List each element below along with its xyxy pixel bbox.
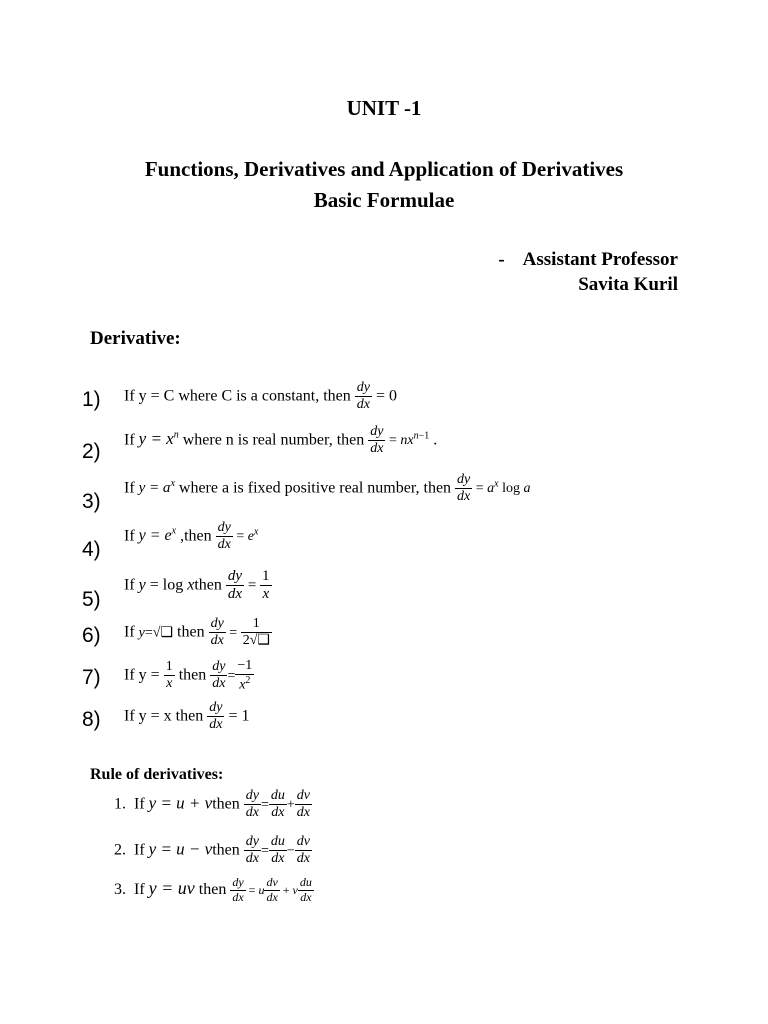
dy-dx-fraction: $\frac{dy}{dx}$ (210, 616, 224, 649)
math-expr: = (260, 797, 269, 813)
math-expr: y=√❑ (138, 625, 174, 641)
formula-rhs: = 0 (375, 387, 397, 405)
dv-dx-fraction: $\frac{dv}{dx}$ (266, 875, 278, 904)
formula-text: then (212, 795, 240, 813)
formula-3 (124, 472, 531, 505)
math-expr: = u (245, 882, 265, 897)
dv-dx-fraction: $\frac{dv}{dx}$ (296, 788, 310, 821)
formula-tail: . (433, 431, 438, 449)
formula-1 (124, 380, 397, 413)
math-expr: $y = x^n$ (138, 429, 179, 449)
item-number: 7) (82, 666, 101, 689)
item-number: 1) (82, 388, 101, 411)
author-role (498, 249, 678, 271)
rule-number: 3. (114, 880, 126, 898)
math-expr: + v (279, 882, 298, 897)
formula-6 (124, 616, 272, 649)
formula-text: If y = C where C is a constant, then (124, 387, 351, 405)
page-title: Functions, Derivatives and Application of Derivatives (144, 157, 624, 181)
formula-text: If (124, 527, 135, 545)
math-expr: + (286, 797, 295, 813)
rule-number: 2. (114, 841, 126, 859)
formula-text: then (198, 880, 227, 898)
formula-text: If (134, 841, 145, 859)
item-number: 4) (82, 538, 101, 561)
formula-text: If y = x then (124, 707, 204, 725)
item-number: 8) (82, 708, 101, 731)
dy-dx-fraction: $\frac{dy}{dx}$ (245, 788, 259, 821)
math-expr: = $a^x$ log a (472, 478, 531, 497)
math-expr: = $e^x$ (232, 526, 259, 545)
dy-dx-fraction: $\frac{dy}{dx}$ (245, 834, 259, 867)
dy-dx-fraction: $\frac{dy}{dx}$ (232, 875, 244, 904)
math-expr: $y = e^x$ (138, 525, 177, 545)
math-expr: y = uv (148, 877, 195, 898)
formula-5 (124, 568, 272, 604)
dy-dx-fraction: $\frac{dy}{dx}$ (370, 424, 384, 457)
rule-number: 1. (114, 795, 126, 813)
formula-text: then (178, 666, 207, 684)
dy-dx-fraction: $\frac{dy}{dx}$ (227, 568, 243, 603)
rule-1 (114, 788, 312, 821)
rule-2 (114, 834, 312, 867)
formula-4 (124, 520, 258, 553)
math-expr: = (227, 668, 236, 684)
one-over-x-fraction: $\frac{1}{x}$ (262, 568, 270, 603)
formula-8 (124, 700, 249, 733)
math-expr: = (225, 625, 241, 641)
formula-text: If (134, 795, 145, 813)
dy-dx-fraction: $\frac{dy}{dx}$ (356, 380, 370, 413)
formula-rhs: = 1 (228, 707, 250, 725)
minus-one-over-x2-fraction: $\frac{-1}{x^2}$ (237, 658, 253, 693)
formula-text: where n is real number, then (182, 431, 365, 449)
math-expr: y = u − v (148, 839, 213, 859)
formula-text: ,then (180, 527, 212, 545)
item-number: 2) (82, 440, 101, 463)
math-expr: y = u + v (148, 793, 213, 813)
dy-dx-fraction: $\frac{dy}{dx}$ (209, 700, 223, 733)
math-expr: = (244, 577, 261, 594)
unit-title: UNIT -1 (346, 96, 422, 120)
dy-dx-fraction: $\frac{dy}{dx}$ (212, 659, 226, 692)
page-subtitle: Basic Formulae (313, 188, 455, 212)
formula-text: If y = (124, 666, 160, 684)
author-name: Savita Kuril (578, 274, 678, 295)
math-expr: $y = a^x$ (138, 478, 175, 497)
derivative-heading: Derivative: (90, 328, 181, 349)
author-role-text: Assistant Professor (522, 249, 678, 270)
formula-2 (124, 424, 437, 457)
formula-7 (124, 658, 254, 694)
math-expr: y = log x (138, 576, 195, 594)
dy-dx-fraction: $\frac{dy}{dx}$ (457, 472, 471, 505)
math-expr: = $nx^{n-1}$ (385, 430, 430, 449)
item-number: 5) (82, 588, 101, 611)
formula-text: If (124, 431, 135, 449)
formula-text: then (177, 623, 205, 641)
dv-dx-fraction: $\frac{dv}{dx}$ (296, 834, 310, 867)
one-over-x-fraction: $\frac{1}{x}$ (165, 659, 173, 692)
formula-text: If (134, 880, 145, 898)
author-dash: - (498, 249, 505, 270)
formula-text: then (212, 841, 240, 859)
du-dx-fraction: $\frac{du}{dx}$ (270, 788, 285, 821)
formula-text: If (124, 576, 135, 594)
math-expr: − (286, 843, 295, 859)
formula-text: where a is fixed positive real number, then (178, 479, 452, 497)
du-dx-fraction: $\frac{du}{dx}$ (270, 834, 285, 867)
formula-text: If (124, 479, 135, 497)
dy-dx-fraction: $\frac{dy}{dx}$ (217, 520, 231, 553)
formula-text: then (194, 576, 222, 594)
rule-3 (114, 876, 314, 905)
du-dx-fraction: $\frac{du}{dx}$ (299, 875, 312, 904)
rules-heading: Rule of derivatives: (90, 766, 224, 783)
item-number: 6) (82, 624, 101, 647)
math-expr: = (260, 843, 269, 859)
item-number: 3) (82, 490, 101, 513)
sqrt-fraction: $\frac{1}{2√❑}$ (242, 616, 270, 649)
formula-text: If (124, 623, 135, 641)
